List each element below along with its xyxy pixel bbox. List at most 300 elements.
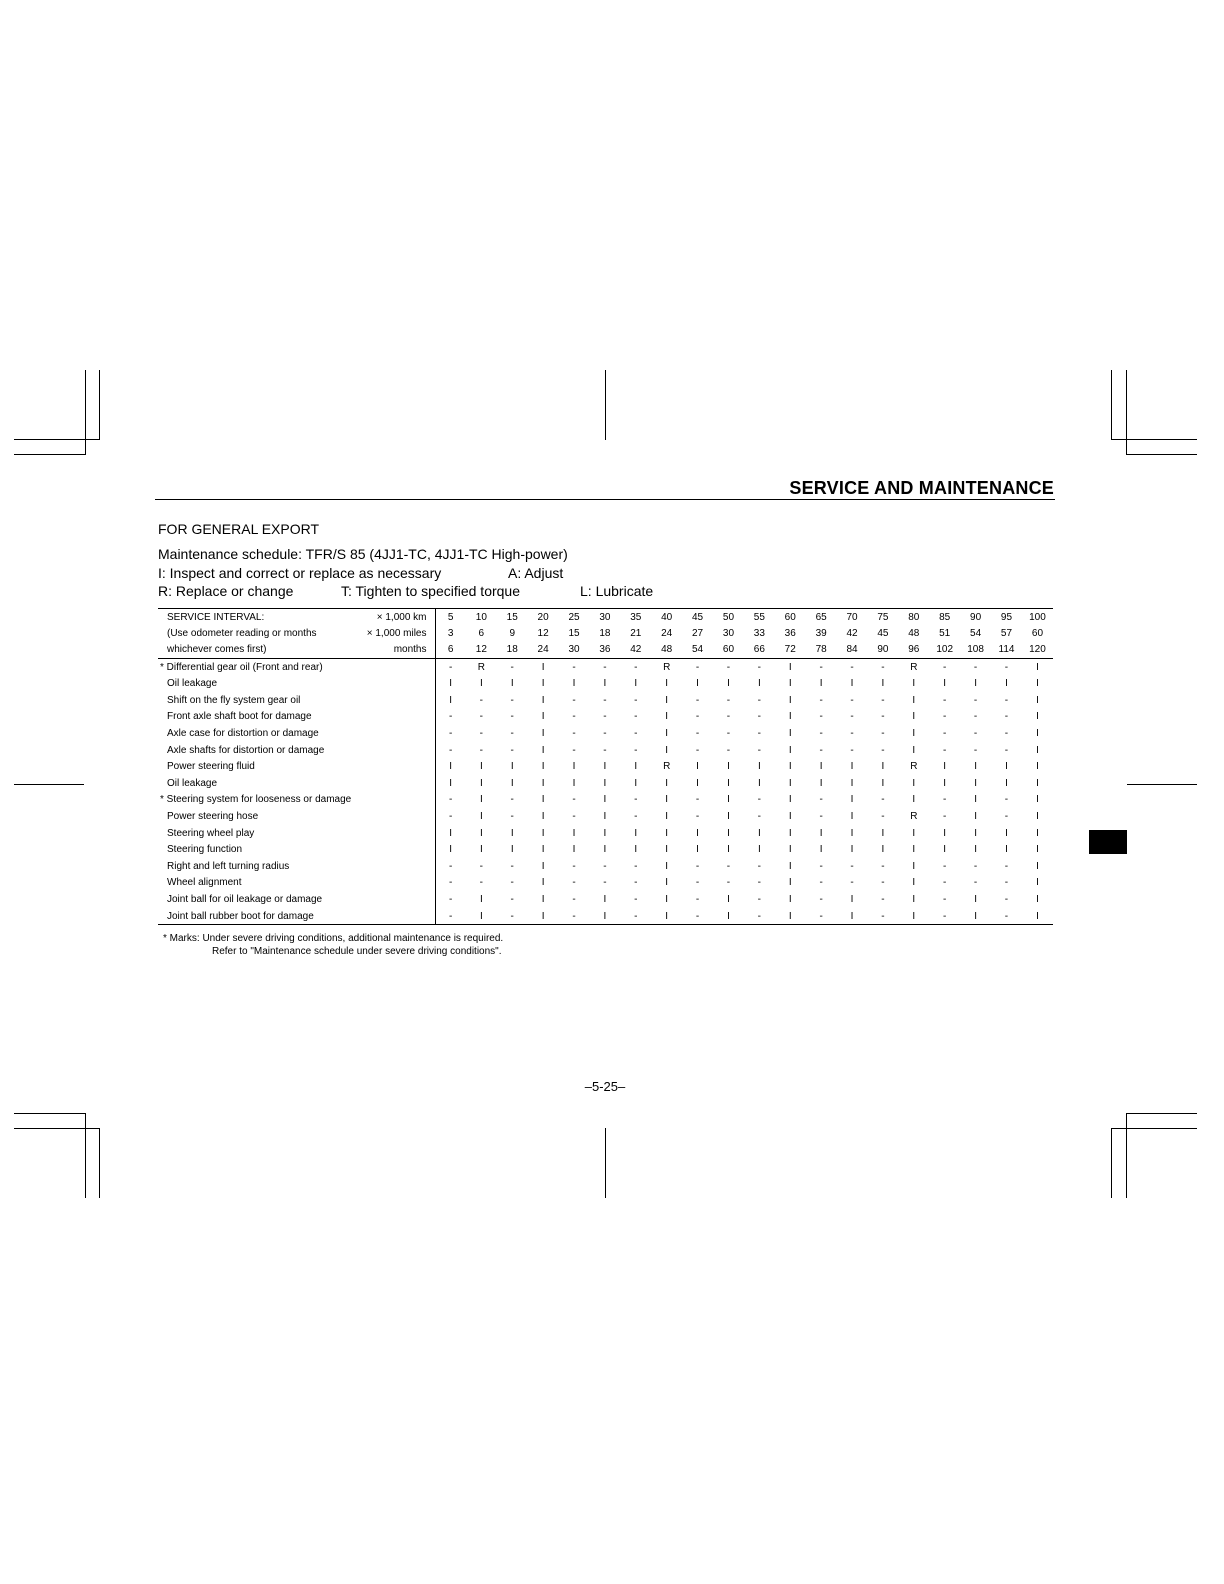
maintenance-item: * Differential gear oil (Front and rear) bbox=[158, 658, 435, 675]
schedule-cell: I bbox=[1036, 728, 1039, 740]
interval-value: 108 bbox=[967, 644, 984, 656]
maintenance-item: Shift on the fly system gear oil bbox=[167, 694, 301, 706]
schedule-cell: - bbox=[620, 908, 651, 925]
interval-value: 120 bbox=[1029, 644, 1046, 656]
schedule-cell: I bbox=[1036, 811, 1039, 823]
schedule-cell: I bbox=[541, 844, 545, 856]
maintenance-item: Joint ball for oil leakage or damage bbox=[167, 894, 323, 905]
legend-tighten: T: Tighten to specified torque bbox=[341, 583, 520, 599]
schedule-cell: I bbox=[665, 777, 669, 789]
schedule-cell: - bbox=[603, 694, 607, 706]
interval-value: 95 bbox=[991, 609, 1022, 626]
interval-value: 18 bbox=[506, 644, 518, 656]
schedule-cell: I bbox=[1036, 777, 1039, 789]
schedule-cell: I bbox=[1005, 761, 1008, 773]
schedule-cell: - bbox=[479, 728, 483, 740]
interval-value: 114 bbox=[998, 644, 1015, 656]
schedule-cell: I bbox=[943, 777, 947, 789]
legend-replace: R: Replace or change bbox=[158, 583, 294, 599]
schedule-cell: - bbox=[435, 709, 466, 726]
schedule-cell: I bbox=[943, 827, 947, 839]
schedule-cell: I bbox=[696, 777, 699, 789]
schedule-cell: I bbox=[696, 827, 699, 839]
schedule-cell: I bbox=[912, 877, 916, 889]
table-row bbox=[158, 758, 1053, 775]
schedule-cell: - bbox=[881, 744, 885, 756]
schedule-cell: - bbox=[757, 860, 762, 872]
table-row bbox=[158, 775, 1053, 792]
schedule-cell: I bbox=[1036, 877, 1039, 889]
schedule-cell: I bbox=[1036, 694, 1039, 706]
schedule-cell: I bbox=[541, 728, 545, 740]
interval-value: 66 bbox=[753, 644, 765, 656]
schedule-cell: - bbox=[682, 658, 713, 675]
schedule-cell: I bbox=[541, 777, 545, 789]
schedule-cell: I bbox=[819, 761, 823, 773]
schedule-cell: - bbox=[850, 860, 854, 872]
schedule-cell: I bbox=[696, 761, 699, 773]
interval-value: 48 bbox=[908, 627, 920, 639]
maintenance-item: Front axle shaft boot for damage bbox=[167, 711, 312, 723]
schedule-cell: - bbox=[695, 811, 700, 823]
schedule-cell: I bbox=[788, 827, 792, 839]
schedule-cell: - bbox=[744, 658, 775, 675]
interval-value: 36 bbox=[784, 627, 796, 639]
schedule-cell: - bbox=[881, 860, 885, 872]
interval-value: 84 bbox=[846, 644, 858, 656]
page-header-title: SERVICE AND MAINTENANCE bbox=[789, 478, 1054, 498]
interval-value: 24 bbox=[661, 627, 673, 639]
schedule-cell: I bbox=[1005, 777, 1008, 789]
maintenance-item: * Steering system for looseness or damage bbox=[160, 794, 352, 806]
schedule-cell: I bbox=[435, 775, 466, 792]
section-title: FOR GENERAL EXPORT bbox=[158, 521, 320, 537]
schedule-cell: I bbox=[665, 744, 669, 756]
interval-value: 90 bbox=[960, 609, 991, 626]
schedule-cell: I bbox=[943, 844, 947, 856]
schedule-cell: - bbox=[757, 811, 762, 823]
schedule-cell: I bbox=[881, 678, 885, 690]
crop-mark bbox=[99, 370, 100, 440]
interval-header-row bbox=[158, 609, 1053, 626]
crop-mark bbox=[85, 370, 86, 455]
schedule-cell: I bbox=[974, 844, 977, 856]
schedule-cell: I bbox=[974, 794, 977, 806]
crop-mark bbox=[14, 439, 100, 440]
schedule-cell: I bbox=[960, 908, 991, 925]
schedule-cell: - bbox=[572, 894, 576, 905]
schedule-cell: - bbox=[929, 908, 960, 925]
schedule-cell: - bbox=[695, 860, 700, 872]
schedule-cell: - bbox=[435, 742, 466, 759]
schedule-cell: I bbox=[943, 678, 947, 690]
schedule-cell: I bbox=[850, 761, 854, 773]
schedule-cell: I bbox=[1022, 658, 1053, 675]
schedule-cell: - bbox=[1004, 860, 1009, 872]
schedule-cell: I bbox=[510, 844, 514, 856]
schedule-cell: I bbox=[541, 794, 545, 806]
schedule-cell: I bbox=[435, 841, 466, 858]
crop-mark bbox=[1126, 1113, 1197, 1114]
schedule-cell: I bbox=[1022, 908, 1053, 925]
schedule-cell: I bbox=[1036, 761, 1039, 773]
schedule-cell: I bbox=[881, 827, 885, 839]
schedule-cell: I bbox=[850, 894, 854, 905]
schedule-cell: - bbox=[510, 694, 514, 706]
schedule-cell: - bbox=[479, 694, 483, 706]
schedule-cell: I bbox=[479, 777, 483, 789]
crop-mark bbox=[1127, 784, 1197, 785]
schedule-cell: - bbox=[757, 728, 762, 740]
table-row bbox=[158, 792, 1053, 809]
schedule-cell: I bbox=[603, 844, 607, 856]
interval-unit-label: months bbox=[393, 644, 427, 656]
schedule-cell: - bbox=[850, 694, 854, 706]
interval-value: 21 bbox=[630, 627, 642, 639]
schedule-cell: - bbox=[634, 728, 638, 740]
schedule-cell: - bbox=[497, 908, 528, 925]
schedule-cell: I bbox=[528, 658, 559, 675]
maintenance-item: Axle shafts for distortion or damage bbox=[167, 744, 325, 756]
schedule-cell: - bbox=[510, 794, 514, 806]
schedule-cell: I bbox=[696, 678, 699, 690]
interval-value: 15 bbox=[568, 627, 580, 639]
schedule-cell: I bbox=[850, 777, 854, 789]
schedule-cell: I bbox=[435, 692, 466, 709]
schedule-cell: - bbox=[510, 877, 514, 889]
schedule-cell: - bbox=[991, 658, 1022, 675]
table-row bbox=[158, 908, 1053, 925]
schedule-cell: I bbox=[634, 827, 638, 839]
crop-mark bbox=[1126, 1113, 1127, 1198]
interval-value: 72 bbox=[784, 644, 796, 656]
interval-value: 3 bbox=[435, 625, 466, 641]
schedule-cell: - bbox=[634, 811, 638, 823]
schedule-cell: I bbox=[727, 678, 730, 690]
interval-value: 45 bbox=[877, 627, 889, 639]
schedule-cell: I bbox=[912, 694, 916, 706]
schedule-cell: I bbox=[757, 678, 761, 690]
schedule-cell: - bbox=[819, 811, 823, 823]
schedule-cell: I bbox=[1036, 844, 1039, 856]
interval-value: 10 bbox=[466, 609, 497, 626]
schedule-cell: I bbox=[541, 877, 545, 889]
interval-value: 30 bbox=[568, 644, 580, 656]
crop-mark bbox=[14, 784, 84, 785]
schedule-cell: - bbox=[881, 811, 885, 823]
schedule-cell: I bbox=[912, 711, 916, 723]
schedule-cell: - bbox=[510, 811, 514, 823]
schedule-cell: I bbox=[788, 761, 792, 773]
schedule-cell: I bbox=[881, 777, 885, 789]
schedule-title: Maintenance schedule: TFR/S 85 (4JJ1-TC, 4JJ1-TC High-power) bbox=[158, 546, 568, 562]
schedule-cell: I bbox=[912, 744, 916, 756]
schedule-cell: I bbox=[541, 678, 545, 690]
schedule-cell: I bbox=[510, 678, 514, 690]
crop-mark bbox=[1111, 370, 1112, 440]
maintenance-item: Power steering fluid bbox=[167, 761, 255, 773]
schedule-cell: I bbox=[572, 678, 576, 690]
schedule-cell: I bbox=[603, 777, 607, 789]
schedule-cell: I bbox=[435, 675, 466, 692]
schedule-cell: I bbox=[788, 794, 792, 806]
schedule-cell: I bbox=[528, 908, 559, 925]
schedule-cell: - bbox=[757, 711, 762, 723]
table-row bbox=[158, 658, 1053, 675]
chapter-thumb-tab bbox=[1089, 830, 1127, 854]
interval-value: 57 bbox=[1000, 627, 1013, 639]
schedule-cell: - bbox=[634, 794, 638, 806]
schedule-cell: - bbox=[572, 811, 576, 823]
schedule-cell: - bbox=[881, 877, 885, 889]
schedule-cell: - bbox=[973, 860, 978, 872]
interval-value: 51 bbox=[939, 627, 951, 639]
schedule-cell: I bbox=[1036, 894, 1039, 905]
schedule-cell: I bbox=[974, 894, 977, 905]
crop-mark bbox=[1111, 439, 1197, 440]
schedule-cell: - bbox=[837, 658, 868, 675]
schedule-cell: I bbox=[819, 678, 823, 690]
schedule-cell: I bbox=[943, 761, 947, 773]
schedule-cell: I bbox=[479, 761, 483, 773]
schedule-cell: I bbox=[837, 908, 868, 925]
schedule-cell: - bbox=[634, 744, 638, 756]
schedule-cell: - bbox=[757, 877, 762, 889]
interval-value: 36 bbox=[599, 644, 611, 656]
schedule-cell: - bbox=[1004, 728, 1009, 740]
schedule-cell: - bbox=[973, 744, 978, 756]
schedule-cell: - bbox=[435, 808, 466, 825]
crop-mark bbox=[605, 1128, 606, 1198]
legend-adjust: A: Adjust bbox=[508, 565, 564, 581]
schedule-cell: I bbox=[541, 761, 545, 773]
interval-value: 40 bbox=[651, 609, 682, 626]
schedule-cell: - bbox=[726, 728, 731, 740]
schedule-cell: I bbox=[651, 908, 682, 925]
schedule-cell: - bbox=[695, 894, 700, 905]
schedule-cell: I bbox=[1005, 844, 1008, 856]
schedule-cell: I bbox=[850, 844, 854, 856]
schedule-cell: I bbox=[788, 811, 792, 823]
schedule-cell: - bbox=[589, 658, 620, 675]
schedule-cell: I bbox=[634, 844, 638, 856]
interval-header-label: SERVICE INTERVAL: bbox=[158, 609, 358, 626]
crop-mark bbox=[85, 1113, 86, 1198]
table-row bbox=[158, 808, 1053, 825]
schedule-cell: I bbox=[912, 678, 916, 690]
schedule-cell: I bbox=[727, 811, 730, 823]
schedule-cell: R bbox=[663, 761, 671, 773]
schedule-cell: - bbox=[819, 694, 823, 706]
schedule-cell: - bbox=[757, 694, 762, 706]
schedule-cell: I bbox=[572, 777, 576, 789]
interval-value: 90 bbox=[877, 644, 889, 656]
schedule-cell: I bbox=[541, 711, 545, 723]
schedule-cell: - bbox=[510, 711, 514, 723]
schedule-cell: I bbox=[665, 811, 669, 823]
schedule-cell: - bbox=[929, 658, 960, 675]
maintenance-item: Axle case for distortion or damage bbox=[167, 728, 319, 740]
schedule-cell: - bbox=[603, 744, 607, 756]
schedule-cell: I bbox=[974, 761, 977, 773]
schedule-cell: - bbox=[603, 877, 607, 889]
schedule-cell: - bbox=[757, 794, 762, 806]
schedule-cell: I bbox=[757, 761, 761, 773]
schedule-cell: - bbox=[620, 658, 651, 675]
table-row bbox=[158, 858, 1053, 875]
schedule-cell: - bbox=[695, 694, 700, 706]
interval-value: 6 bbox=[478, 627, 485, 639]
schedule-cell: I bbox=[788, 777, 792, 789]
schedule-cell: I bbox=[435, 825, 466, 842]
crop-mark bbox=[99, 1128, 100, 1198]
schedule-cell: I bbox=[572, 761, 576, 773]
schedule-cell: I bbox=[541, 811, 545, 823]
schedule-cell: - bbox=[991, 908, 1022, 925]
schedule-cell: - bbox=[881, 694, 885, 706]
schedule-cell: I bbox=[541, 827, 545, 839]
schedule-cell: I bbox=[665, 728, 669, 740]
schedule-cell: - bbox=[603, 860, 607, 872]
schedule-cell: - bbox=[572, 744, 576, 756]
interval-value: 45 bbox=[682, 609, 713, 626]
schedule-cell: - bbox=[726, 744, 731, 756]
schedule-cell: - bbox=[881, 711, 885, 723]
schedule-cell: I bbox=[1036, 860, 1039, 872]
schedule-cell: I bbox=[912, 728, 916, 740]
interval-value: 24 bbox=[537, 644, 549, 656]
schedule-cell: I bbox=[510, 761, 514, 773]
schedule-cell: - bbox=[634, 894, 638, 905]
schedule-cell: I bbox=[589, 908, 620, 925]
schedule-cell: - bbox=[634, 694, 638, 706]
schedule-cell: I bbox=[912, 860, 916, 872]
schedule-cell: - bbox=[510, 744, 514, 756]
schedule-cell: I bbox=[634, 761, 638, 773]
interval-header-label: (Use odometer reading or months bbox=[167, 627, 317, 639]
maintenance-item: Power steering hose bbox=[167, 811, 259, 823]
schedule-cell: I bbox=[479, 678, 483, 690]
schedule-cell: I bbox=[757, 844, 761, 856]
schedule-cell: - bbox=[479, 711, 483, 723]
interval-value: 15 bbox=[497, 609, 528, 626]
interval-value: 70 bbox=[837, 609, 868, 626]
schedule-cell: I bbox=[727, 844, 730, 856]
interval-value: 9 bbox=[509, 627, 515, 639]
schedule-cell: I bbox=[881, 761, 885, 773]
schedule-cell: I bbox=[788, 694, 792, 706]
schedule-cell: I bbox=[819, 777, 823, 789]
schedule-cell: - bbox=[819, 877, 823, 889]
schedule-cell: I bbox=[727, 761, 730, 773]
interval-value: 12 bbox=[537, 627, 549, 639]
schedule-cell: I bbox=[788, 678, 792, 690]
interval-value: 48 bbox=[661, 644, 673, 656]
schedule-cell: I bbox=[634, 678, 638, 690]
schedule-cell: - bbox=[726, 877, 731, 889]
schedule-cell: I bbox=[788, 860, 792, 872]
schedule-cell: I bbox=[603, 678, 607, 690]
schedule-cell: I bbox=[1036, 827, 1039, 839]
maintenance-item: Wheel alignment bbox=[167, 877, 242, 889]
schedule-cell: I bbox=[912, 794, 916, 806]
interval-value: 20 bbox=[528, 609, 559, 626]
maintenance-schedule-table bbox=[158, 608, 1053, 925]
schedule-cell: - bbox=[850, 744, 854, 756]
interval-value: 85 bbox=[929, 609, 960, 626]
schedule-cell: I bbox=[435, 758, 466, 775]
schedule-cell: - bbox=[819, 860, 823, 872]
schedule-cell: I bbox=[974, 827, 977, 839]
schedule-cell: - bbox=[603, 728, 607, 740]
schedule-cell: - bbox=[479, 744, 483, 756]
schedule-cell: I bbox=[479, 811, 483, 823]
schedule-cell: - bbox=[634, 877, 638, 889]
schedule-cell: - bbox=[850, 728, 854, 740]
table-row bbox=[158, 742, 1053, 759]
schedule-cell: - bbox=[435, 658, 466, 675]
interval-value: 35 bbox=[620, 609, 651, 626]
schedule-cell: I bbox=[898, 908, 929, 925]
schedule-cell: - bbox=[603, 711, 607, 723]
schedule-cell: - bbox=[435, 908, 466, 925]
schedule-cell: I bbox=[665, 678, 669, 690]
schedule-cell: I bbox=[572, 827, 576, 839]
schedule-cell: - bbox=[806, 658, 837, 675]
interval-value: 39 bbox=[815, 627, 827, 639]
schedule-cell: - bbox=[819, 711, 823, 723]
schedule-cell: I bbox=[541, 860, 545, 872]
table-row bbox=[158, 725, 1053, 742]
schedule-cell: I bbox=[912, 827, 916, 839]
schedule-cell: I bbox=[912, 844, 916, 856]
schedule-cell: I bbox=[603, 811, 607, 823]
interval-header-row bbox=[158, 625, 1053, 641]
interval-value: 65 bbox=[806, 609, 837, 626]
crop-mark bbox=[14, 1113, 86, 1114]
schedule-cell: - bbox=[943, 794, 947, 806]
schedule-cell: I bbox=[788, 894, 792, 905]
table-row bbox=[158, 692, 1053, 709]
schedule-cell: I bbox=[757, 777, 761, 789]
page-number: –5-25– bbox=[584, 1079, 626, 1094]
schedule-cell: - bbox=[881, 794, 885, 806]
schedule-cell: - bbox=[695, 711, 700, 723]
schedule-cell: I bbox=[541, 894, 545, 905]
schedule-cell: I bbox=[1036, 744, 1039, 756]
interval-value: 78 bbox=[815, 644, 827, 656]
table-row bbox=[158, 891, 1053, 908]
schedule-cell: - bbox=[973, 728, 978, 740]
interval-value: 75 bbox=[867, 609, 898, 626]
schedule-cell: I bbox=[603, 794, 607, 806]
schedule-cell: - bbox=[806, 908, 837, 925]
schedule-cell: - bbox=[943, 877, 947, 889]
interval-value: 54 bbox=[692, 644, 704, 656]
schedule-cell: - bbox=[1004, 744, 1009, 756]
maintenance-item: Right and left turning radius bbox=[167, 860, 290, 872]
schedule-cell: I bbox=[479, 844, 483, 856]
schedule-cell: I bbox=[572, 844, 576, 856]
interval-value: 42 bbox=[630, 644, 642, 656]
schedule-cell: - bbox=[943, 744, 947, 756]
table-row bbox=[158, 875, 1053, 892]
schedule-cell: I bbox=[912, 894, 916, 905]
schedule-cell: R bbox=[910, 761, 918, 773]
schedule-cell: - bbox=[867, 658, 898, 675]
interval-value: 102 bbox=[936, 644, 954, 656]
schedule-cell: I bbox=[819, 844, 823, 856]
